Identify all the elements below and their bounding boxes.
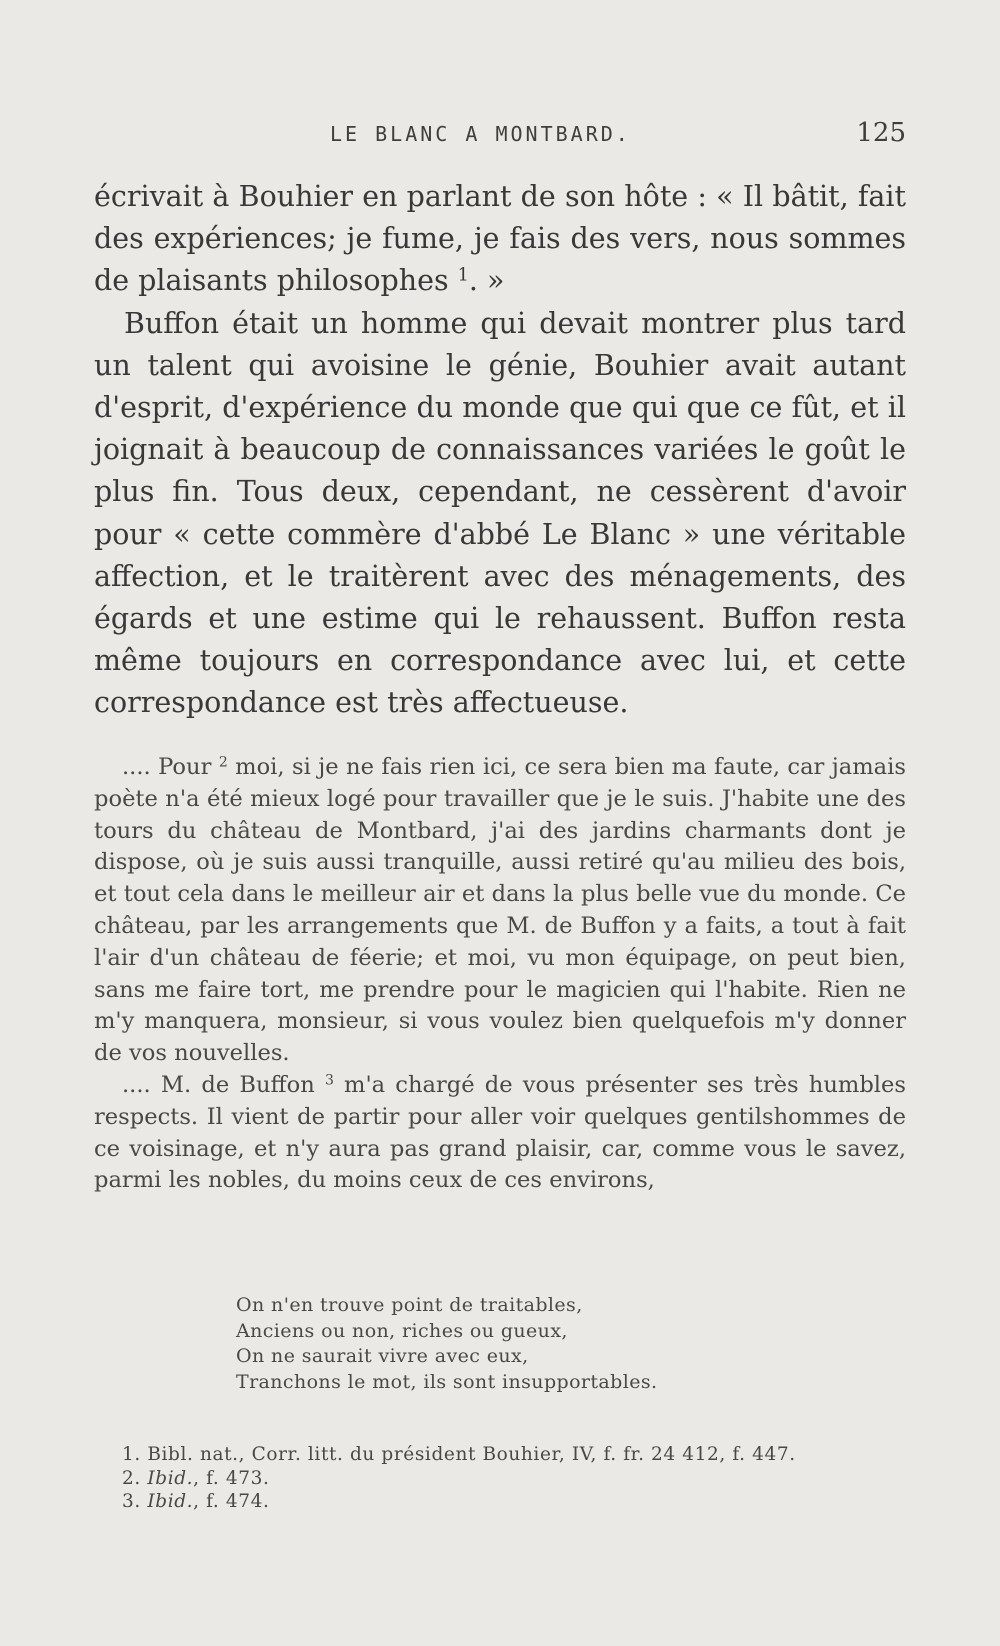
footnote-text: , f. 474. <box>193 1491 270 1512</box>
paragraph-1-text: écrivait à Bouhier en parlant de son hôte : « Il bâtit, fait des expériences; je fume, je fais des vers, nous sommes de plaisants philosophes <box>94 180 906 298</box>
footnotes <box>122 1443 902 1514</box>
footnote-text: , f. 473. <box>193 1467 270 1489</box>
footnote-ref-3: 3 <box>324 1072 334 1089</box>
footnote-ref-2: 2 <box>218 754 228 771</box>
footnote-ibid: Ibid. <box>147 1491 194 1512</box>
quote-1-text: moi, si je ne fais rien ici, ce sera bien ma faute, car jamais poète n'a été mieux logé pour travailler que je le suis. J'habite une des tours du château de Montbard, j'ai des jardins charmants dont je dispose, où je suis aussi tranquille, aussi retiré qu'au milieu des bois, et tout cela dans le meilleur air et dans la plus belle vue du monde. Ce château, par les arrangements que M. de Buffon y a faits, a tout à fait l'air d'un château de féerie; et moi, vu mon équipage, on peut bien, sans me faire tort, me prendre pour le magicien qui l'habite. Rien ne m'y manquera, monsieur, si vous voulez bien quelquefois m'y donner de vos nouvelles. <box>94 754 906 1067</box>
main-text <box>94 176 906 725</box>
quote-2-text: m'a chargé de vous présenter ses très humbles respects. Il vient de partir pour aller voir quelques gentilshommes de ce voisinage, et n'y aura pas grand plaisir, car, comme vous le savez, parmi les nobles, du moins ceux de ces environs, <box>94 1071 906 1194</box>
footnote-number: 2. <box>122 1467 141 1489</box>
paragraph-1-end: . » <box>468 264 505 298</box>
page-header <box>94 118 906 158</box>
verse-line: Tranchons le mot, ils sont insupportables. <box>236 1370 658 1393</box>
quoted-letter <box>94 752 906 1197</box>
footnote-number: 1. <box>122 1444 141 1465</box>
verse-line: Anciens ou non, riches ou gueux, <box>236 1319 568 1342</box>
quote-1-lead: .... Pour <box>122 754 212 780</box>
footnote-3 <box>122 1490 902 1514</box>
quote-paragraph-2 <box>94 1070 906 1197</box>
page-number: 125 <box>856 118 906 148</box>
paragraph-1 <box>94 176 906 303</box>
paragraph-2: Buffon était un homme qui devait montrer plus tard un talent qui avoisine le génie, Bouhier avait autant d'esprit, d'expérience du monde que qui que ce fût, et il joignait à beaucoup de connaissances variées le goût le plus fin. Tous deux, cependant, ne cessèrent d'avoir pour « cette commère d'abbé Le Blanc » une véritable affection, et le traitèrent avec des ménagements, des égards et une estime qui le rehaussent. Buffon resta même toujours en correspondance avec lui, et cette correspondance est très affectueuse. <box>94 306 906 720</box>
verse-line: On n'en trouve point de traitables, <box>236 1294 583 1316</box>
running-title: LE BLANC A MONTBARD. <box>330 122 631 146</box>
footnote-ref-1: 1 <box>457 265 469 286</box>
footnote-2 <box>122 1467 902 1491</box>
verse-block <box>236 1293 836 1395</box>
footnote-1 <box>122 1443 902 1467</box>
footnote-number: 3. <box>122 1491 141 1512</box>
verse-line: On ne saurait vivre avec eux, <box>236 1345 529 1368</box>
quote-2-lead: .... M. de Buffon <box>122 1071 315 1098</box>
footnote-text: Bibl. nat., Corr. litt. du président Bouhier, IV, f. fr. 24 412, f. 447. <box>147 1444 796 1465</box>
footnote-ibid: Ibid. <box>147 1467 194 1489</box>
quote-paragraph-1 <box>94 752 906 1070</box>
